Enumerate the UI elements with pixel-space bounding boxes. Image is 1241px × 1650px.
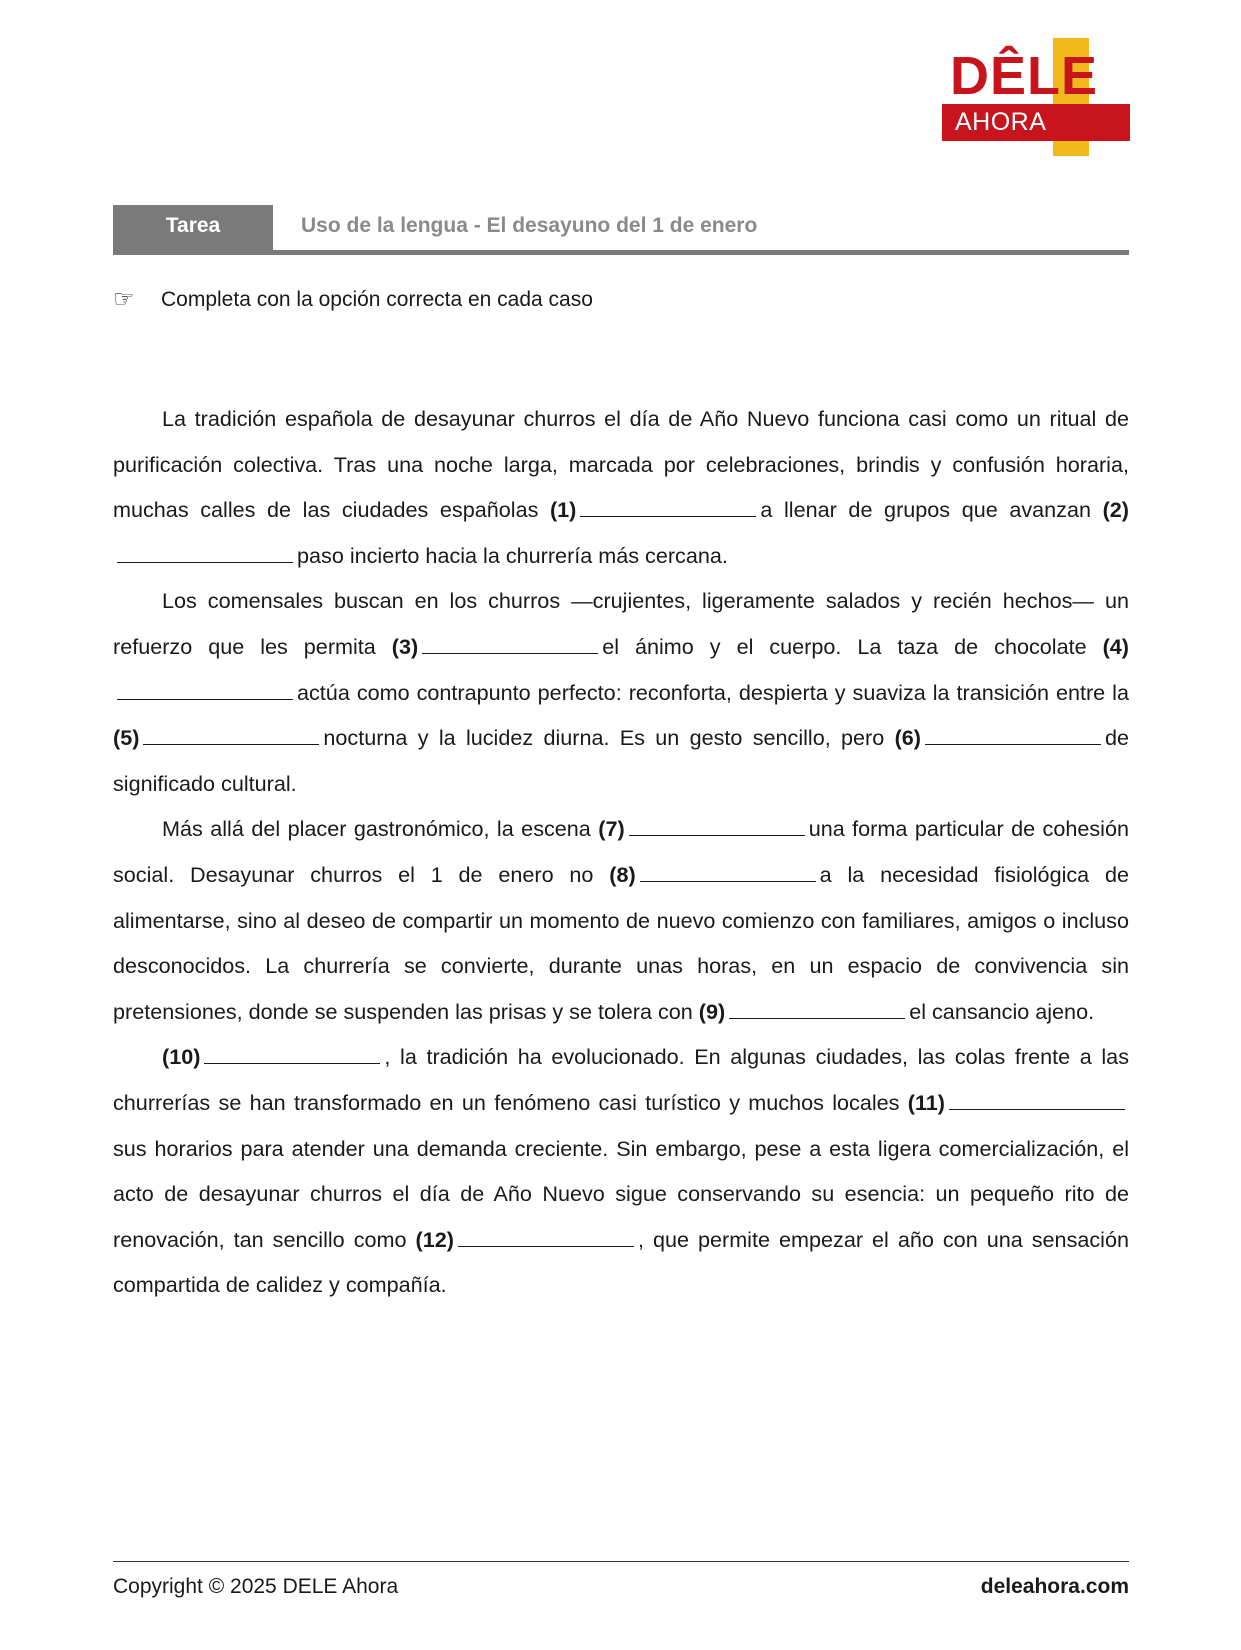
gap-blank-4[interactable]: [117, 679, 293, 700]
text-segment: el cansancio ajeno.: [909, 998, 1095, 1024]
gap-number-8: (8): [609, 861, 636, 887]
text-segment: , que permite empezar el año con una sensación compartida de calidez y compañía.: [113, 1226, 1129, 1298]
task-title: Uso de la lengua - El desayuno del 1 de enero: [301, 214, 758, 237]
paragraph-1: [113, 396, 1129, 578]
gap-blank-11[interactable]: [949, 1089, 1125, 1110]
exercise-text: [113, 396, 1129, 1308]
dele-ahora-logo: [942, 38, 1130, 156]
text-segment: actúa como contrapunto perfecto: reconforta, despierta y suaviza la transición entre la: [297, 679, 1129, 705]
gap-blank-2[interactable]: [117, 542, 293, 563]
text-segment: una forma particular de cohesión social. Desayunar churros el 1 de enero no: [113, 816, 1129, 887]
instruction: [113, 284, 593, 316]
paragraph-2: [113, 578, 1129, 806]
gap-number-5: (5): [113, 725, 140, 751]
text-segment: sus horarios para atender una demanda creciente. Sin embargo, pese a esta ligera comercialización, el acto de desayunar churros el día de Año Nuevo sigue conservando su esencia: un pequeño rito de renovación, tan sencillo como: [113, 1135, 1129, 1252]
gap-blank-3[interactable]: [422, 633, 598, 654]
footer-site-link[interactable]: deleahora.com: [980, 1575, 1129, 1598]
instruction-text: Completa con la opción correcta en cada caso: [161, 288, 593, 311]
gap-blank-9[interactable]: [729, 998, 905, 1019]
gap-number-9: (9): [698, 998, 726, 1024]
task-header: [113, 205, 1129, 255]
text-segment: a la necesidad fisiológica de alimentarse, sino al deseo de compartir un momento de nuevo comienzo con familiares, amigos o incluso desconocidos. La churrería se convierte, durante unas horas, en un espacio de convivencia sin pretensiones, donde se suspenden las prisas y se tolera con: [113, 861, 1130, 1024]
text-segment: a llenar de grupos que avanzan: [760, 497, 1091, 523]
logo-sub-text: AHORA: [955, 108, 1047, 136]
gap-blank-1[interactable]: [580, 496, 756, 517]
footer-divider: [113, 1561, 1129, 1562]
text-segment: paso incierto hacia la churrería más cercana.: [297, 542, 728, 568]
text-segment: de significado cultural.: [113, 725, 1130, 796]
gap-blank-10[interactable]: [204, 1043, 380, 1064]
pointing-hand-icon: ☞: [113, 286, 135, 313]
gap-number-7: (7): [598, 816, 625, 842]
gap-blank-8[interactable]: [640, 861, 816, 882]
text-segment: el ánimo y el cuerpo. La taza de chocolate: [602, 633, 1087, 659]
gap-number-10: (10): [162, 1044, 201, 1070]
logo-main-text: DÊLE: [950, 46, 1099, 106]
text-segment: Los comensales buscan en los churros —crujientes, ligeramente salados y recién hechos— un refuerzo que les permita: [113, 588, 1129, 659]
text-segment: nocturna y la lucidez diurna. Es un gesto sencillo, pero: [323, 725, 885, 751]
gap-blank-12[interactable]: [458, 1226, 634, 1247]
gap-blank-7[interactable]: [629, 815, 805, 836]
gap-number-4: (4): [1102, 633, 1129, 659]
gap-number-1: (1): [549, 497, 577, 523]
paragraph-3: [113, 806, 1129, 1034]
gap-number-11: (11): [907, 1089, 945, 1115]
paragraph-4: [113, 1034, 1129, 1308]
task-tag: Tarea: [113, 205, 273, 250]
text-segment: , la tradición ha evolucionado. En algunas ciudades, las colas frente a las churrerías se han transformado en un fenómeno casi turístico y muchos locales: [113, 1044, 1129, 1115]
gap-blank-5[interactable]: [143, 724, 319, 745]
gap-number-2: (2): [1102, 497, 1129, 523]
gap-number-3: (3): [391, 633, 419, 659]
footer-copyright: Copyright © 2025 DELE Ahora: [113, 1575, 399, 1598]
gap-number-6: (6): [894, 725, 921, 751]
gap-number-12: (12): [415, 1226, 454, 1252]
gap-blank-6[interactable]: [925, 724, 1101, 745]
text-segment: La tradición española de desayunar churros el día de Año Nuevo funciona casi como un ritual de purificación colectiva. Tras una noche larga, marcada por celebraciones, brindis y confusión horaria, muchas calles de las ciudades españolas: [113, 406, 1129, 523]
text-segment: Más allá del placer gastronómico, la escena: [162, 816, 591, 842]
